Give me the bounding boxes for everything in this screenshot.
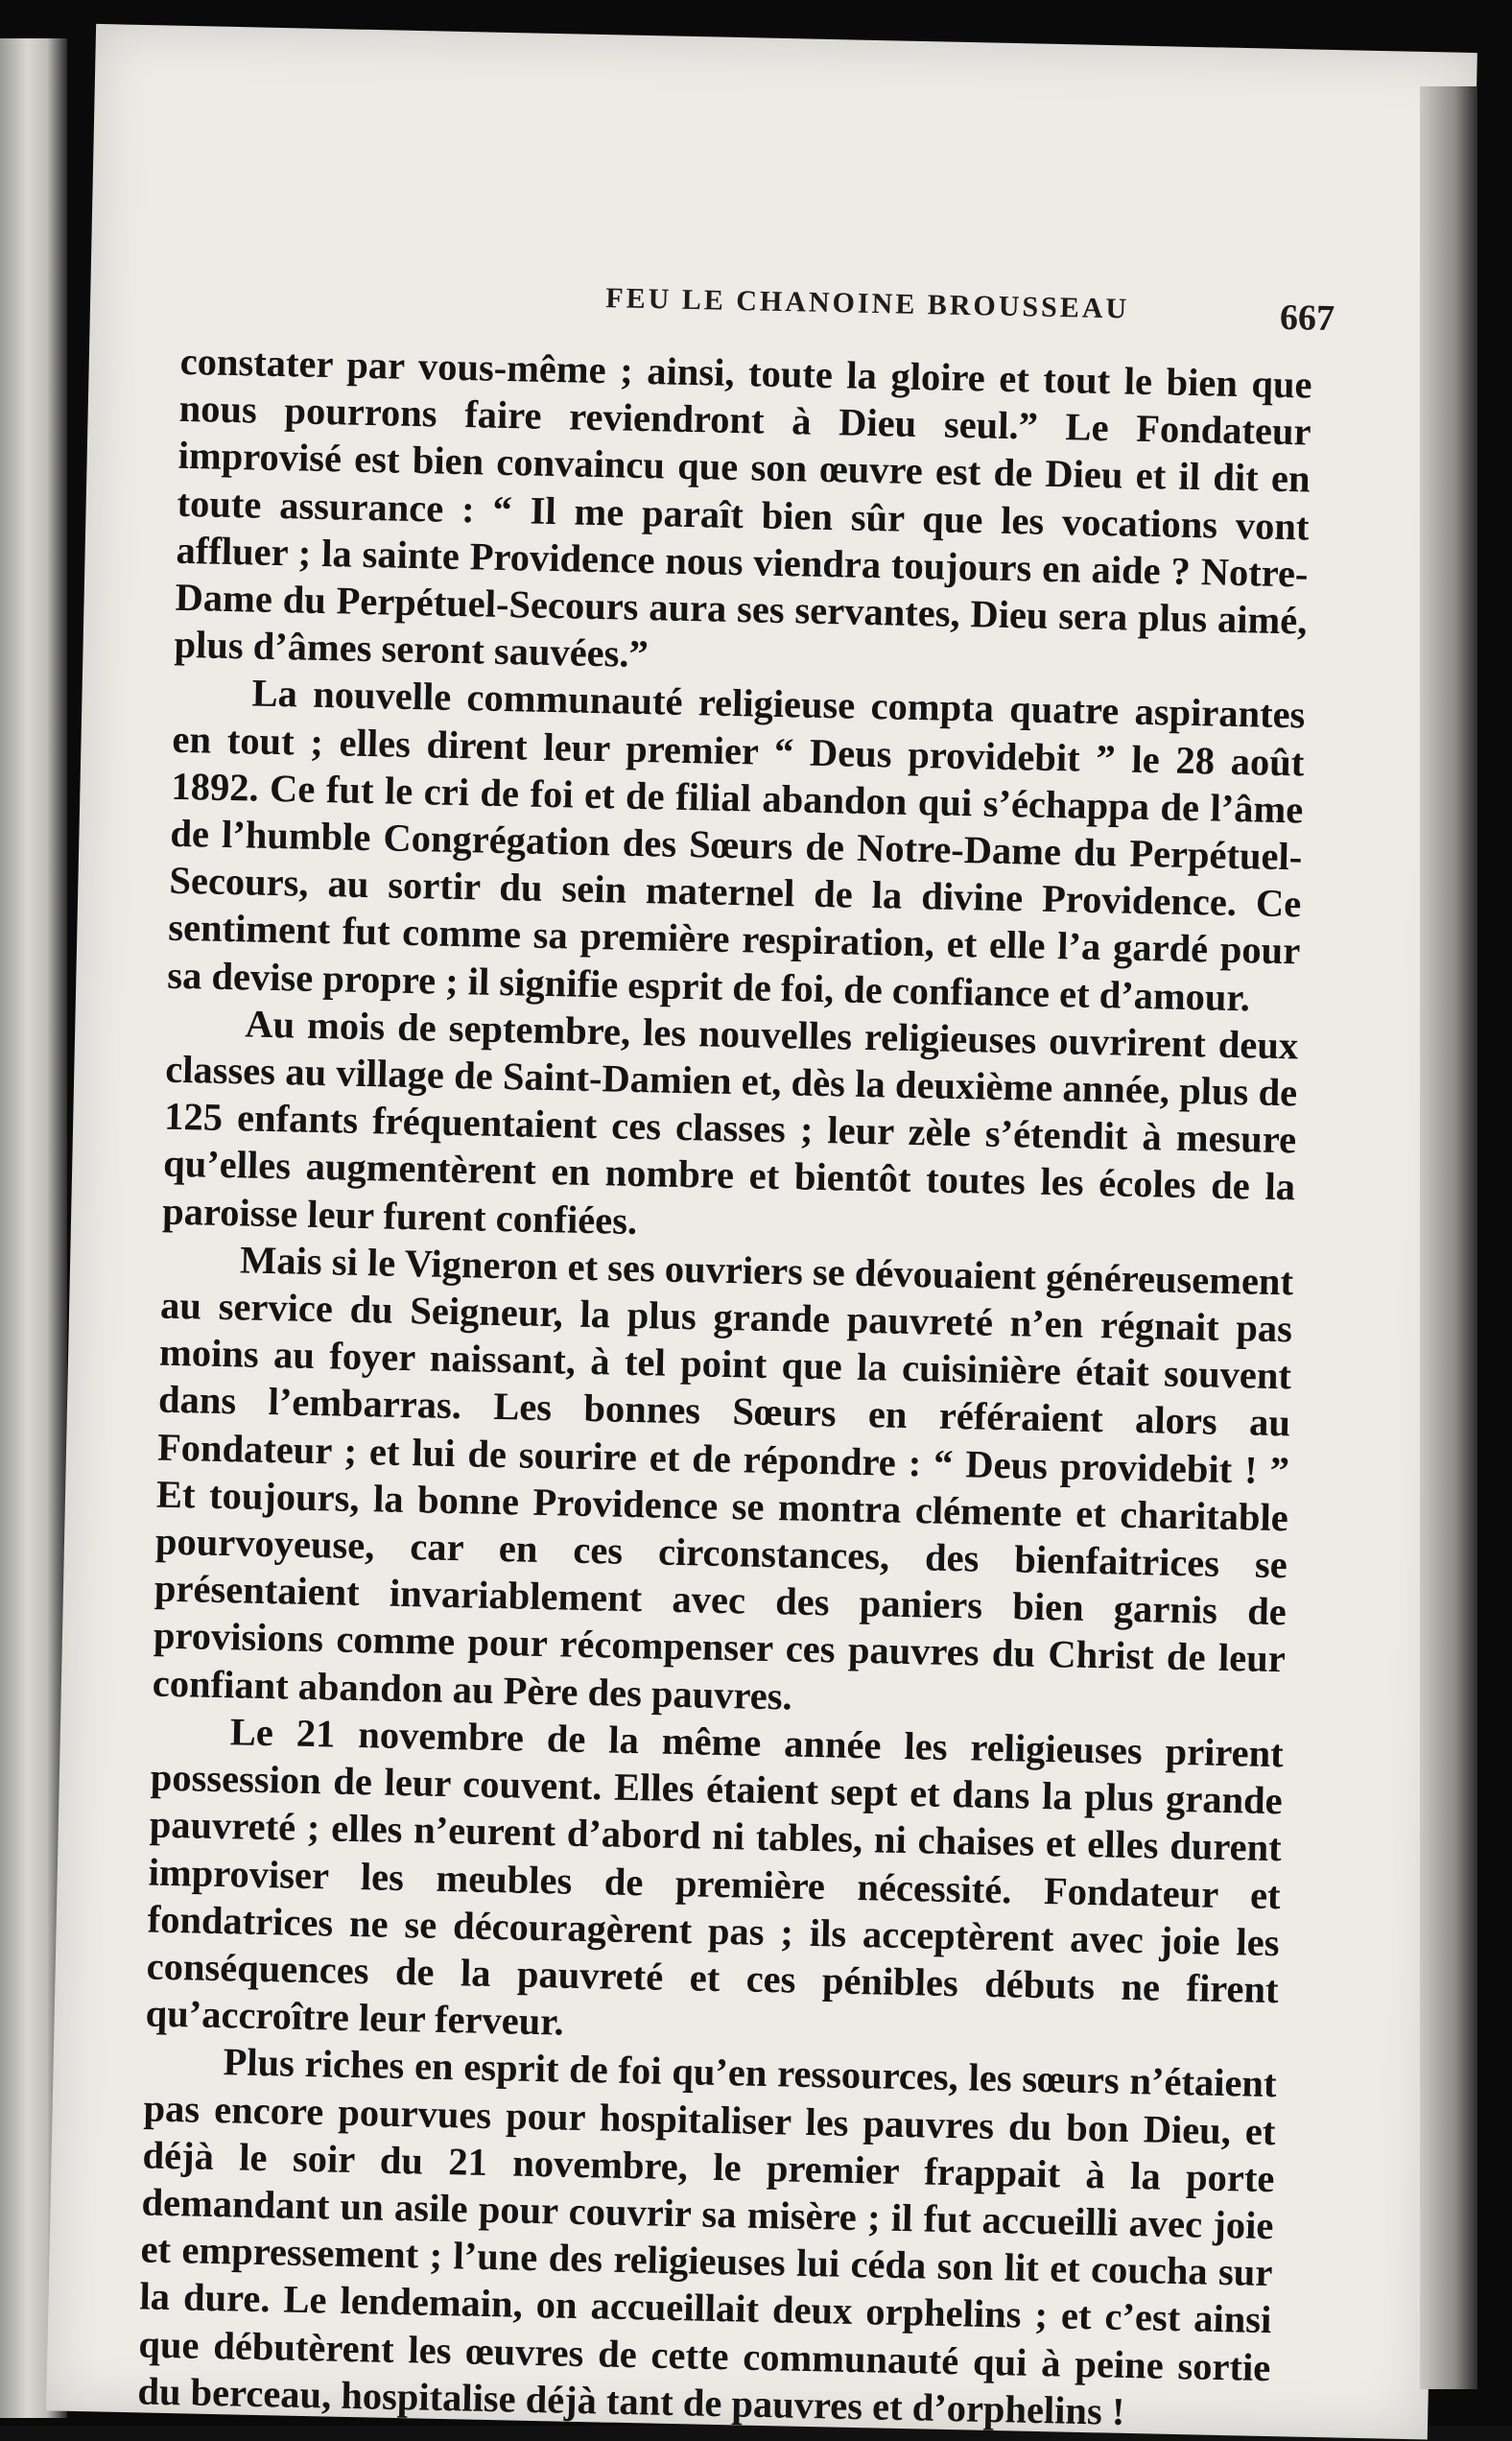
paragraph-2: La nouvelle communauté religieuse compta quatre aspirantes en tout ; elles dirent leur premier “ Deus providebit ” le 28 août 1892. Ce fut le cri de foi et de filial abandon qui s’échappa de l’âme de l’humble Congrégation des Sœurs de Notre-Dame du Perpétuel-Secours, au sortir du sein maternel de la divine Providence. Ce sentiment fut comme sa première respiration, et elle l’a gardé pour sa devise propre ; il signifie esprit de foi, de confiance et d’amour. [166,671,1306,1019]
book-page [46,24,1477,2440]
paragraph-1: constater par vous-même ; ainsi, toute la gloire et tout le bien que nous pourrons faire reviendront à Dieu seul.” Le Fondateur improvisé est bien convaincu que son œuvre est de Dieu et il dit en toute assurance : “ Il me paraît bien sûr que les vocations vont affluer ; la sainte Providence nous viendra toujours en aide ? Notre-Dame du Perpétuel-Secours aura ses servantes, Dieu sera plus aimé, plus d’âmes seront sauvées.” [174,339,1313,676]
body-text [137,338,1312,2438]
paragraph-6: Plus riches en esprit de foi qu’en ressources, les sœurs n’étaient pas encore pourvues pour hospitaliser les pauvres du bon Dieu, et déjà le soir du 21 novembre, le premier frappait à la porte demandant un asile pour couvrir sa misère ; il fut accueilli avec joie et empressement ; l’une des religieuses lui céda son lit et coucha sur la dure. Le lendemain, on accueillait deux orphelins ; et c’est ainsi que débutèrent les œuvres de cette communauté qui à peine sortie du berceau, hospitalise déjà tant de pauvres et d’orphelins ! [137,2040,1277,2433]
paragraph-3: Au mois de septembre, les nouvelles religieuses ouvrirent deux classes au village de Saint-Damien et, dès la deuxième année, plus de 125 enfants fréquentaient ces classes ; leur zèle s’étendit à mesure qu’elles augmentèrent en nombre et bientôt toutes les écoles de la paroisse leur furent confiées. [161,1002,1299,1243]
page-right-edge [1420,86,1477,2389]
page-number: 667 [1279,296,1335,340]
paragraph-4: Mais si le Vigneron et ses ouvriers se dévouaient généreusement au service du Seigneur, la plus grande pauvreté n’en régnait pas moins au foyer naissant, à tel point que la cuisinière était souvent dans l’embarras. Les bonnes Sœurs en référaient alors au Fondateur ; et lui de sourire et de répondre : “ Deus providebit ! ” Et toujours, la bonne Providence se montra clémente et charitable pourvoyeuse, car en ces circonstances, des bienfaitrices se présentaient invariablement avec des paniers bien garnis de provisions comme pour récompenser ces pauvres du Christ de leur confiant abandon au Père des pauvres. [152,1238,1294,1718]
paragraph-5: Le 21 novembre de la même année les religieuses prirent possession de leur couvent. Elles étaient sept et dans la plus grande pauvreté ; elles n’eurent d’abord ni tables, ni chaises et elles durent improviser les meubles de première nécessité. Fondateur et fondatrices ne se découragèrent pas ; ils acceptèrent avec joie les conséquences de la pauvreté et ces pénibles débuts ne firent qu’accroître leur ferveur. [145,1710,1285,2044]
running-title: FEU LE CHANOINE BROUSSEAU [604,282,1130,325]
